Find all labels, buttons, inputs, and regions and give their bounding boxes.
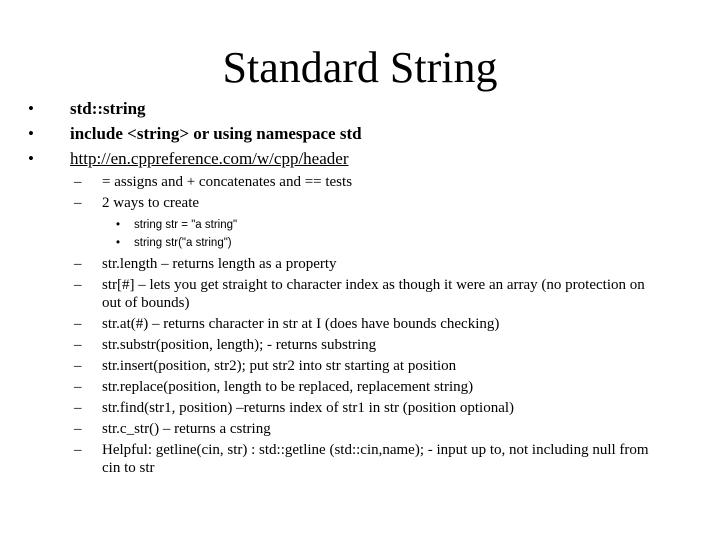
code-item [28, 217, 708, 233]
sub-item-text: 2 ways to create [102, 195, 200, 211]
sub-item [28, 315, 662, 333]
sub-item-text: str.c_str() – returns a cstring [102, 421, 271, 437]
sub-item-text: str.insert(position, str2); put str2 into str starting at position [102, 358, 457, 374]
bullet-item [28, 96, 708, 121]
dash-icon: – [74, 400, 82, 416]
sub-item [28, 378, 662, 396]
sub-item-text: str[#] – lets you get straight to character index as though it were an array (no protection on out of bounds) [102, 277, 645, 311]
dash-icon: – [74, 256, 82, 272]
bullet-icon: • [28, 99, 34, 118]
slide-title [0, 40, 720, 96]
dash-icon: – [74, 421, 82, 437]
sub-item [28, 336, 662, 354]
sub-item-text: str.find(str1, position) –returns index of str1 in str (position optional) [102, 400, 515, 416]
bullet-icon: • [116, 219, 121, 231]
sub-item [28, 194, 662, 212]
bullet-icon: • [116, 237, 121, 249]
code-item-text: string str("a string") [134, 237, 232, 249]
bullet-item [28, 121, 708, 146]
sub-item-text: str.replace(position, length to be replaced, replacement string) [102, 379, 474, 395]
bullet-text: include <string> or using namespace std [70, 124, 362, 143]
slide-title-text: Standard String [222, 43, 498, 92]
dash-icon: – [74, 358, 82, 374]
code-item-text: string str = "a string" [134, 219, 238, 231]
sub-item [28, 420, 662, 438]
dash-icon: – [74, 277, 82, 293]
sub-item-text: str.length – returns length as a property [102, 256, 337, 272]
sub-item [28, 255, 662, 273]
sub-item-text: str.substr(position, length); - returns substring [102, 337, 377, 353]
sub-item [28, 399, 662, 417]
bullet-text: std::string [70, 99, 146, 118]
bullet-icon: • [28, 149, 34, 168]
dash-icon: – [74, 174, 82, 190]
slide-content [28, 96, 708, 480]
reference-link[interactable]: http://en.cppreference.com/w/cpp/header [70, 149, 349, 168]
dash-icon: – [74, 379, 82, 395]
bullet-item [28, 146, 708, 171]
sub-item [28, 357, 662, 375]
bullet-icon: • [28, 124, 34, 143]
dash-icon: – [74, 442, 82, 458]
dash-icon: – [74, 195, 82, 211]
sub-item [28, 441, 662, 477]
sub-item-text: str.at(#) – returns character in str at I (does have bounds checking) [102, 316, 500, 332]
sub-item-text: = assigns and + concatenates and == tests [102, 174, 353, 190]
code-item [28, 235, 708, 251]
dash-icon: – [74, 337, 82, 353]
sub-item [28, 276, 662, 312]
sub-item [28, 173, 662, 191]
dash-icon: – [74, 316, 82, 332]
sub-item-text: Helpful: getline(cin, str) : std::getline (std::cin,name); - input up to, not including null from cin to str [102, 442, 649, 476]
